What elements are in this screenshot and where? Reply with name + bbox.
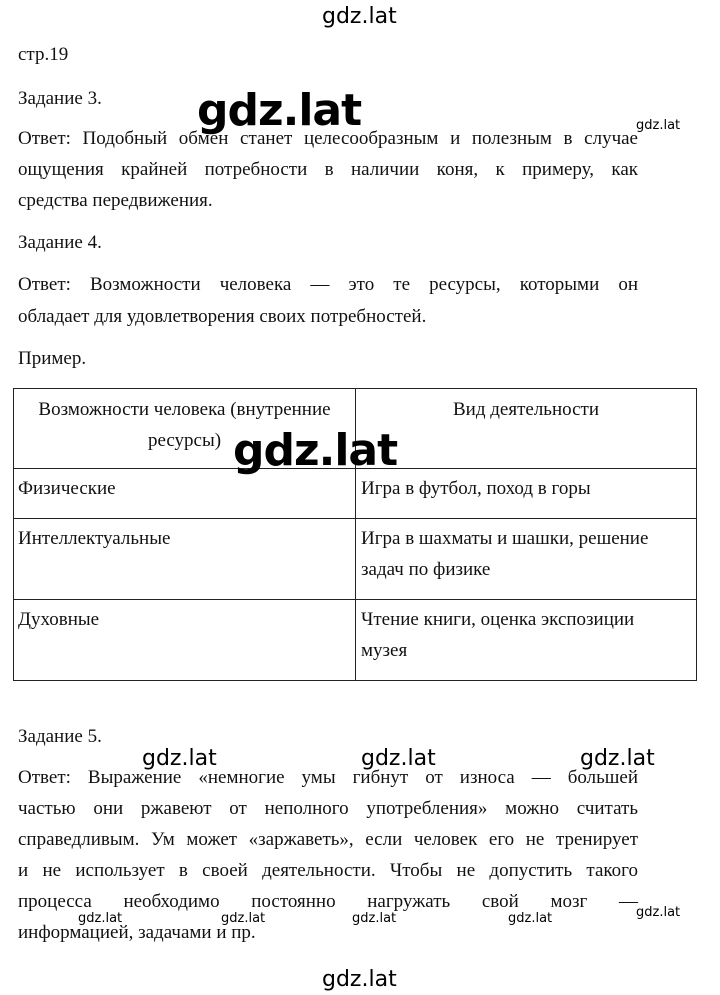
- watermark-small: gdz.lat: [636, 118, 681, 133]
- row-activity-line: Чтение книги, оценка экспозиции: [361, 609, 635, 630]
- task-5-answer-line: справедливым. Ум может «заржаветь», если человек его не тренирует: [18, 829, 638, 850]
- header-right-text: Вид деятельности: [452, 399, 600, 420]
- watermark-small: gdz.lat: [221, 911, 266, 926]
- watermark-small: gdz.lat: [508, 911, 553, 926]
- table-cell: [355, 600, 696, 681]
- table-cell: [14, 519, 355, 600]
- task-4-heading: Задание 4.: [18, 232, 102, 253]
- watermark-bottom: gdz.lat: [322, 967, 397, 992]
- watermark-large: gdz.lat: [197, 85, 362, 136]
- table-row: [14, 518, 696, 600]
- watermark-small: gdz.lat: [78, 911, 123, 926]
- task-3-answer-line: ощущения крайней потребности в наличии коня, к примеру, как: [18, 159, 638, 180]
- page-reference: стр.19: [18, 44, 69, 65]
- task-5-answer-line: Ответ: Выражение «немногие умы гибнут от износа — большей: [18, 767, 638, 788]
- task-4-answer-line: Ответ: Возможности человека — это те ресурсы, которыми он: [18, 274, 638, 295]
- table-cell: [355, 519, 696, 600]
- task-3-answer-line: Ответ: Подобный обмен станет целесообразным и полезным в случае: [18, 128, 638, 149]
- watermark-small: gdz.lat: [636, 905, 681, 920]
- task-5-answer-line: информацией, задачами и пр.: [18, 922, 256, 943]
- watermark-medium: gdz.lat: [142, 746, 217, 771]
- task-4-answer-line: обладает для удовлетворения своих потребностей.: [18, 306, 427, 327]
- task-3-answer-line: средства передвижения.: [18, 190, 213, 211]
- task-5-heading: Задание 5.: [18, 726, 102, 747]
- watermark-medium: gdz.lat: [580, 746, 655, 771]
- row-activity-line: Игра в шахматы и шашки, решение: [361, 528, 649, 549]
- table-cell: [14, 469, 355, 519]
- table-header-cell: [355, 389, 696, 468]
- watermark-medium: gdz.lat: [361, 746, 436, 771]
- table-cell: [355, 469, 696, 519]
- task-5-answer-line: частью они ржавеют от неполного употребления» можно считать: [18, 798, 638, 819]
- header-left-line: Возможности человека (внутренние: [38, 399, 331, 420]
- row-category: Физические: [18, 478, 116, 499]
- row-category: Духовные: [18, 609, 100, 630]
- row-activity-line: музея: [361, 640, 408, 661]
- row-activity-line: Игра в футбол, поход в горы: [361, 478, 591, 499]
- table-row: [14, 599, 696, 681]
- example-label: Пример.: [18, 348, 87, 369]
- task-3-heading: Задание 3.: [18, 88, 102, 109]
- watermark-small: gdz.lat: [352, 911, 397, 926]
- row-category: Интеллектуальные: [18, 528, 171, 549]
- task-5-answer-line: процесса необходимо постоянно нагружать свой мозг —: [18, 891, 638, 912]
- header-left-line: ресурсы): [147, 430, 222, 451]
- watermark-large: gdz.lat: [233, 425, 398, 476]
- task-5-answer-line: и не использует в своей деятельности. Чтобы не допустить такого: [18, 860, 638, 881]
- watermark-top: gdz.lat: [322, 4, 397, 29]
- table-cell: [14, 600, 355, 681]
- row-activity-line: задач по физике: [361, 559, 491, 580]
